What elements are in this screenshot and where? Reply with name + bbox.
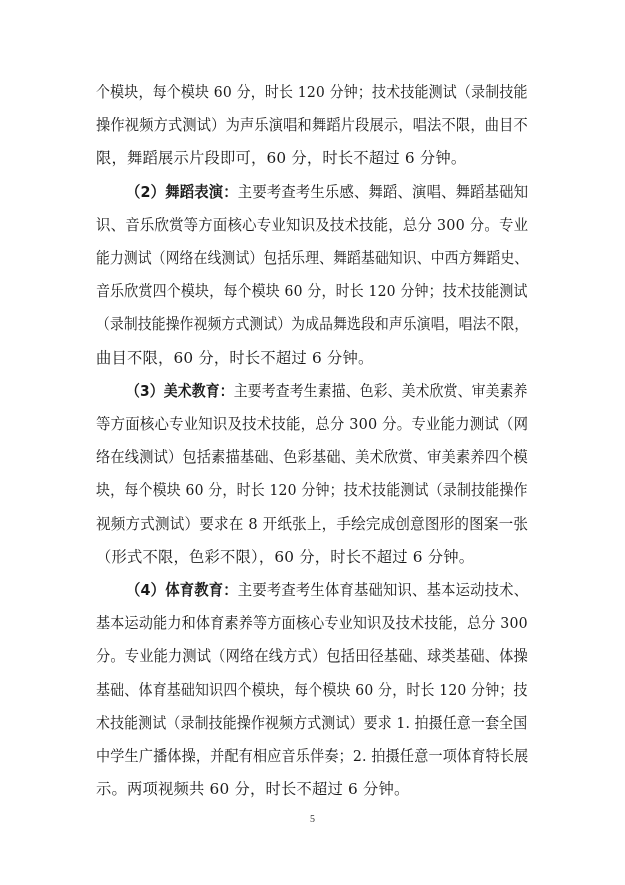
paragraph-line: 识、音乐欣赏等方面核心专业知识及技术技能，总分 300 分。专业 xyxy=(96,215,529,234)
paragraph-line: （形式不限，色彩不限），60 分，时长不超过 6 分钟。 xyxy=(96,547,475,566)
paragraph-line: 音乐欣赏四个模块，每个模块 60 分，时长 120 分钟；技术技能测试 xyxy=(96,282,528,301)
section-first-line-text: 主要考查考生素描、色彩、美术欣赏、审美素养 xyxy=(233,381,528,400)
section-first-line-text: 主要考查考生乐感、舞蹈、演唱、舞蹈基础知 xyxy=(237,182,529,201)
page-number: 5 xyxy=(310,814,315,826)
paragraph-line: 块，每个模块 60 分，时长 120 分钟；技术技能测试（录制技能操作 xyxy=(96,481,528,500)
section-first-line xyxy=(126,579,528,601)
paragraph-line: 操作视频方式测试）为声乐演唱和舞蹈片段展示，唱法不限，曲目不 xyxy=(96,116,528,135)
paragraph-line: 视频方式测试）要求在 8 开纸张上，手绘完成创意图形的图案一张 xyxy=(96,514,529,533)
section-heading-pe: （4）体育教育： xyxy=(126,581,238,599)
paragraph-line: 基础、体育基础知识四个模块，每个模块 60 分，时长 120 分钟；技 xyxy=(96,680,528,699)
paragraph-line: 术技能测试（录制技能操作视频方式测试）要求 1. 拍摄任意一套全国 xyxy=(96,713,528,732)
paragraph-line: （录制技能操作视频方式测试）为成品舞选段和声乐演唱，唱法不限， xyxy=(96,315,529,334)
paragraph-line: 曲目不限，60 分，时长不超过 6 分钟。 xyxy=(96,348,374,367)
section-first-line-text: 主要考查考生体育基础知识、基本运动技术、 xyxy=(237,581,529,599)
paragraph-line: 基本运动能力和体育素养等方面核心专业知识及技术技能，总分 300 xyxy=(96,614,528,633)
paragraph-line: 络在线测试）包括素描基础、色彩基础、美术欣赏、审美素养四个模 xyxy=(96,448,528,467)
paragraph-line: 限，舞蹈展示片段即可，60 分，时长不超过 6 分钟。 xyxy=(96,149,467,168)
paragraph-line: 能力测试（网络在线测试）包括乐理、舞蹈基础知识、中西方舞蹈史、 xyxy=(96,249,529,267)
section-first-line xyxy=(126,380,528,402)
paragraph-line: 等方面核心专业知识及技术技能，总分 300 分。专业能力测试（网 xyxy=(96,415,529,433)
section-heading-dance: （2）舞蹈表演： xyxy=(126,182,238,201)
section-first-line xyxy=(126,181,528,203)
paragraph-line: 分。专业能力测试（网络在线方式）包括田径基础、球类基础、体操 xyxy=(96,647,528,666)
section-heading-art: （3）美术教育： xyxy=(126,381,234,400)
paragraph-line: 中学生广播体操，并配有相应音乐伴奏；2. 拍摄任意一项体育特长展 xyxy=(96,747,529,765)
paragraph-line: 个模块，每个模块 60 分，时长 120 分钟；技术技能测试（录制技能 xyxy=(96,83,528,101)
paragraph-line: 示。两项视频共 60 分，时长不超过 6 分钟。 xyxy=(96,780,410,799)
